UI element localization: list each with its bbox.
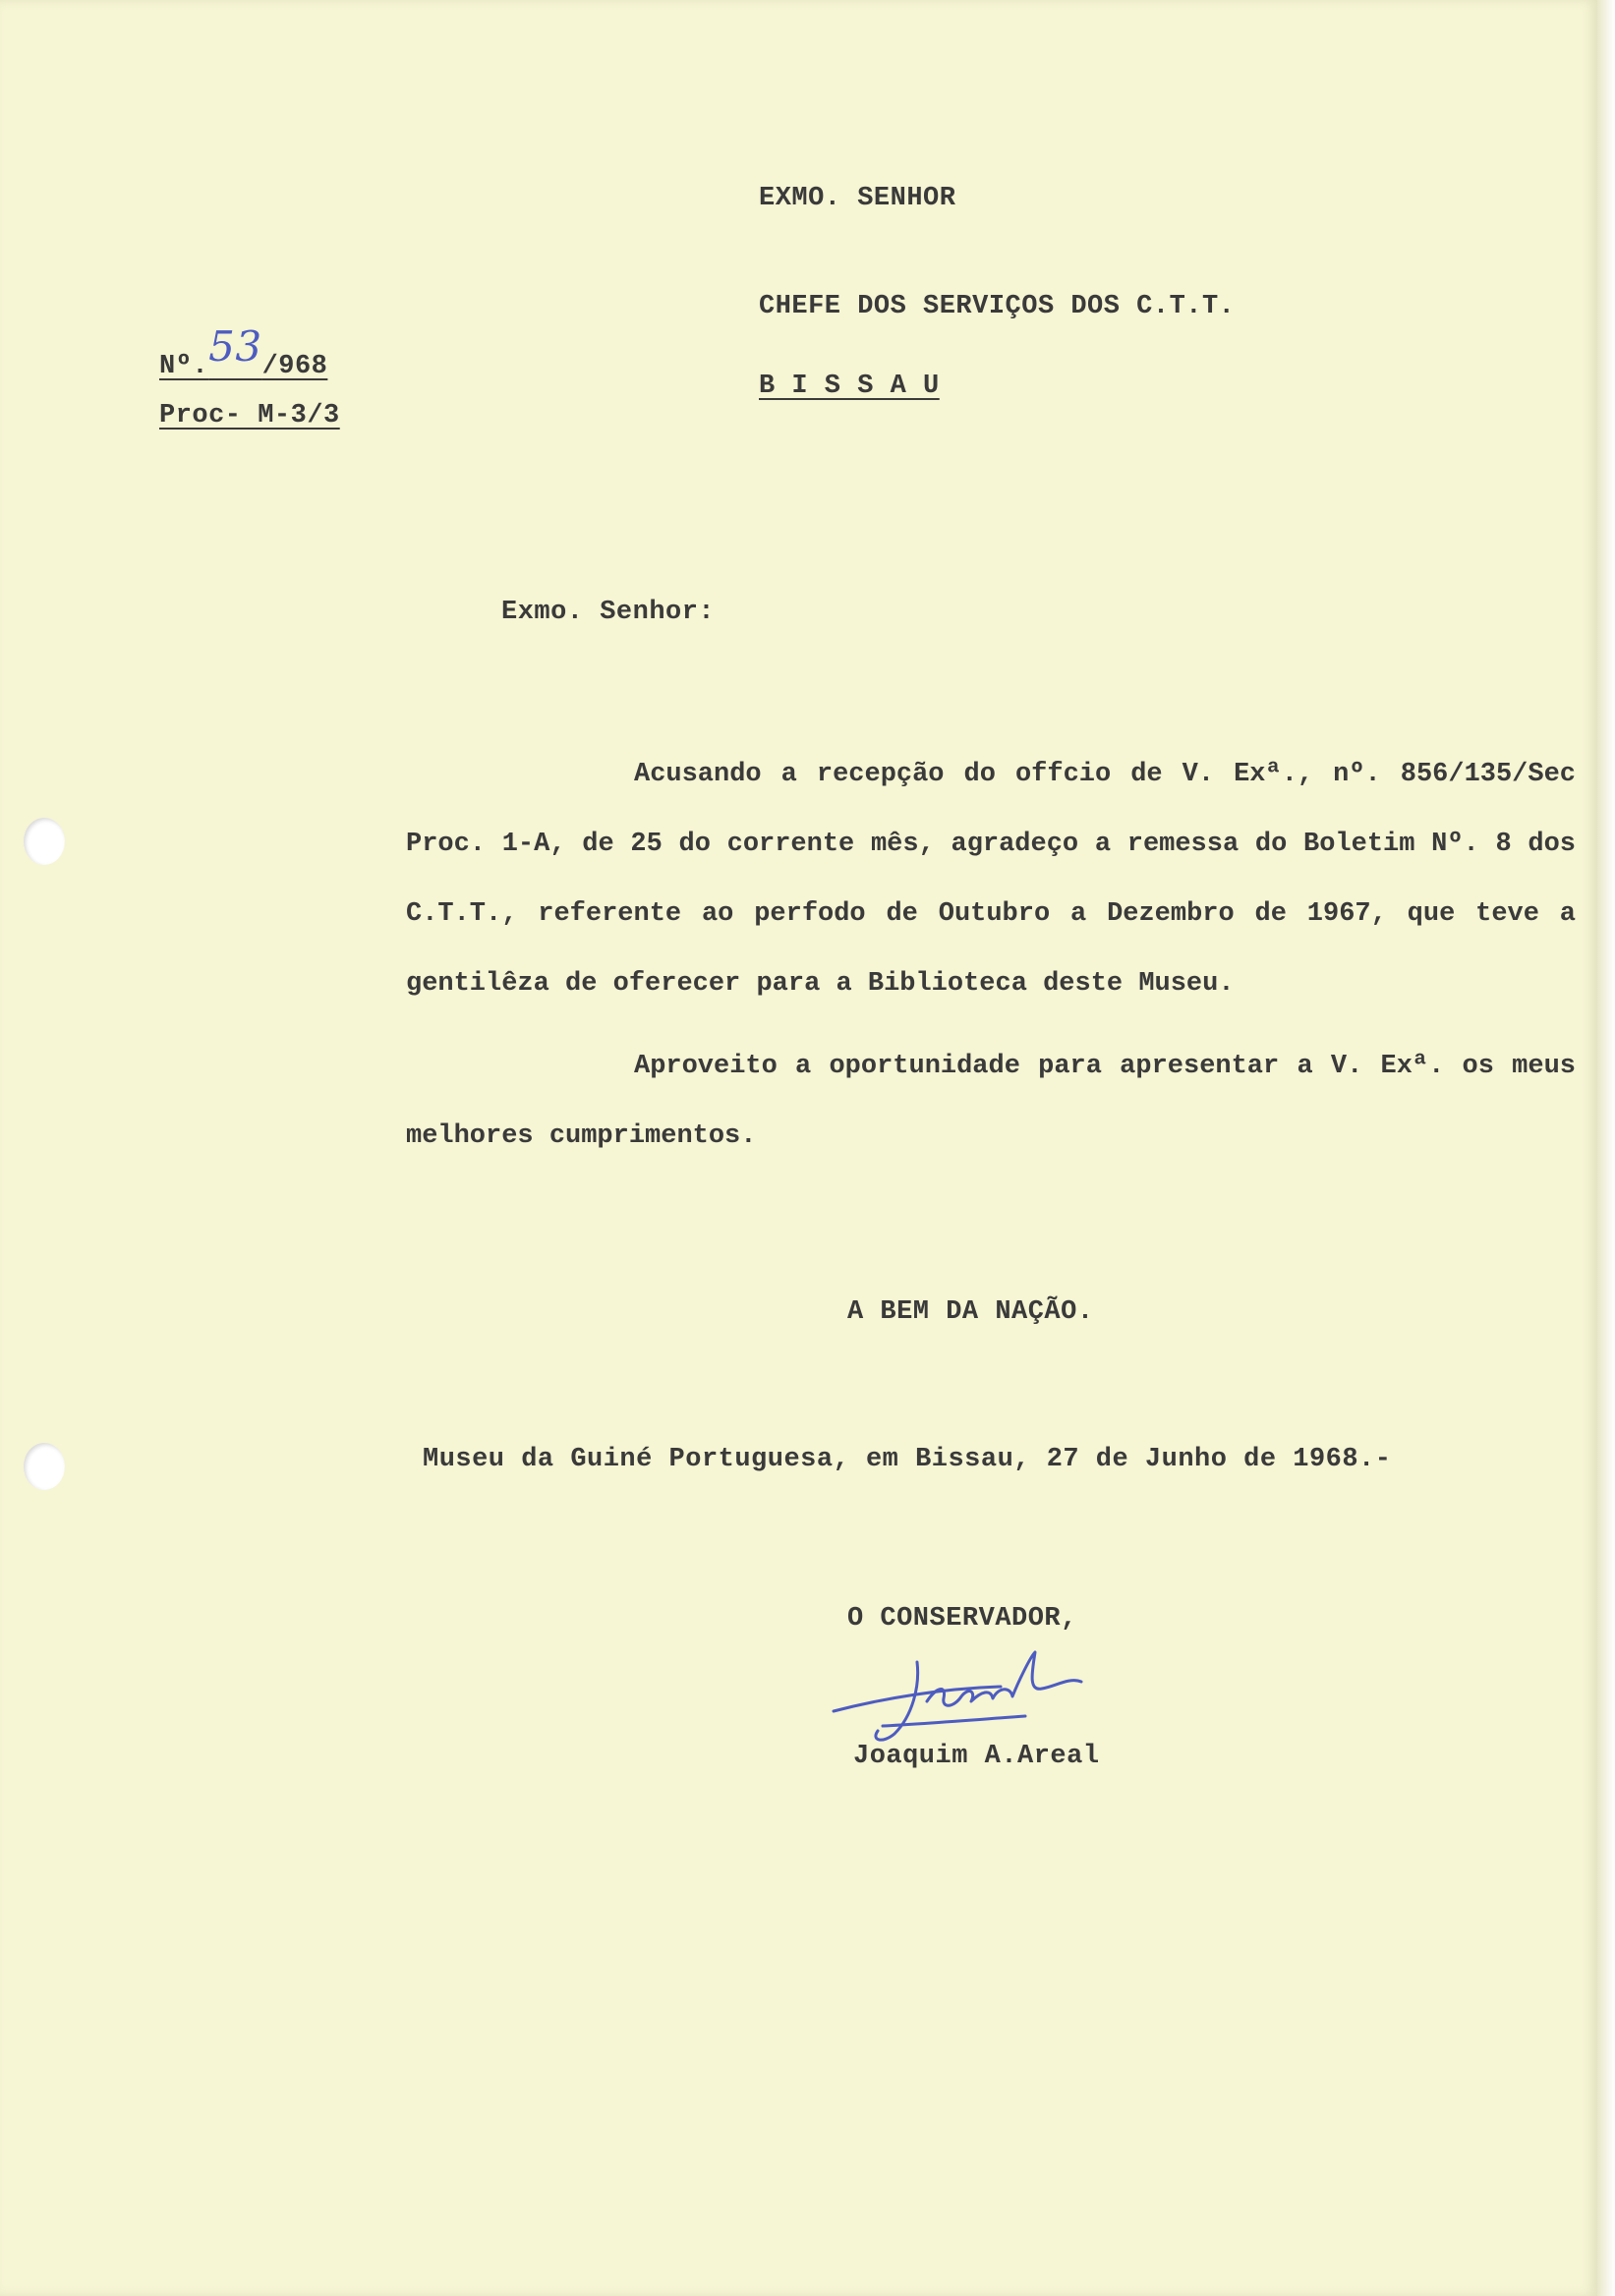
punch-hole-top [24,818,65,865]
salutation-title: EXMO. SENHOR [759,184,956,213]
city-line: B I S S A U [759,372,940,401]
recipient-line: CHEFE DOS SERVIÇOS DOS C.T.T. [759,292,1236,321]
punch-hole-bottom [24,1443,65,1490]
page-edge [1597,0,1615,2296]
body-paragraph-2: Aproveito a oportunidade para apresentar a V. Exª. os meus melhores cumprimentos. [406,1052,1576,1151]
closing-formula: A BEM DA NAÇÃO. [847,1297,1094,1327]
handwritten-number: 53 [208,322,262,371]
reference-number [159,322,328,382]
signatory-title: O CONSERVADOR, [847,1604,1077,1634]
signatory-name: Joaquim A.Areal [853,1742,1100,1771]
body-paragraph-1: Acusando a recepção do offcio de V. Exª., nº. 856/135/Sec Proc. 1-A, de 25 do corrente mês, agradeço a remessa do Boletim Nº. 8 dos C.T.T., referente ao perfodo de Outubro a Dezembro de 1967, que teve a gentilêza de oferecer para a Biblioteca deste Museu. [406,760,1576,999]
reference-number-suffix: /968 [261,352,328,381]
place-and-date: Museu da Guiné Portuguesa, em Bissau, 27 de Junho de 1968.- [423,1445,1392,1474]
process-reference: Proc- M-3/3 [159,401,340,430]
reference-number-prefix: Nº. [159,352,209,381]
greeting: Exmo. Senhor: [501,598,716,627]
